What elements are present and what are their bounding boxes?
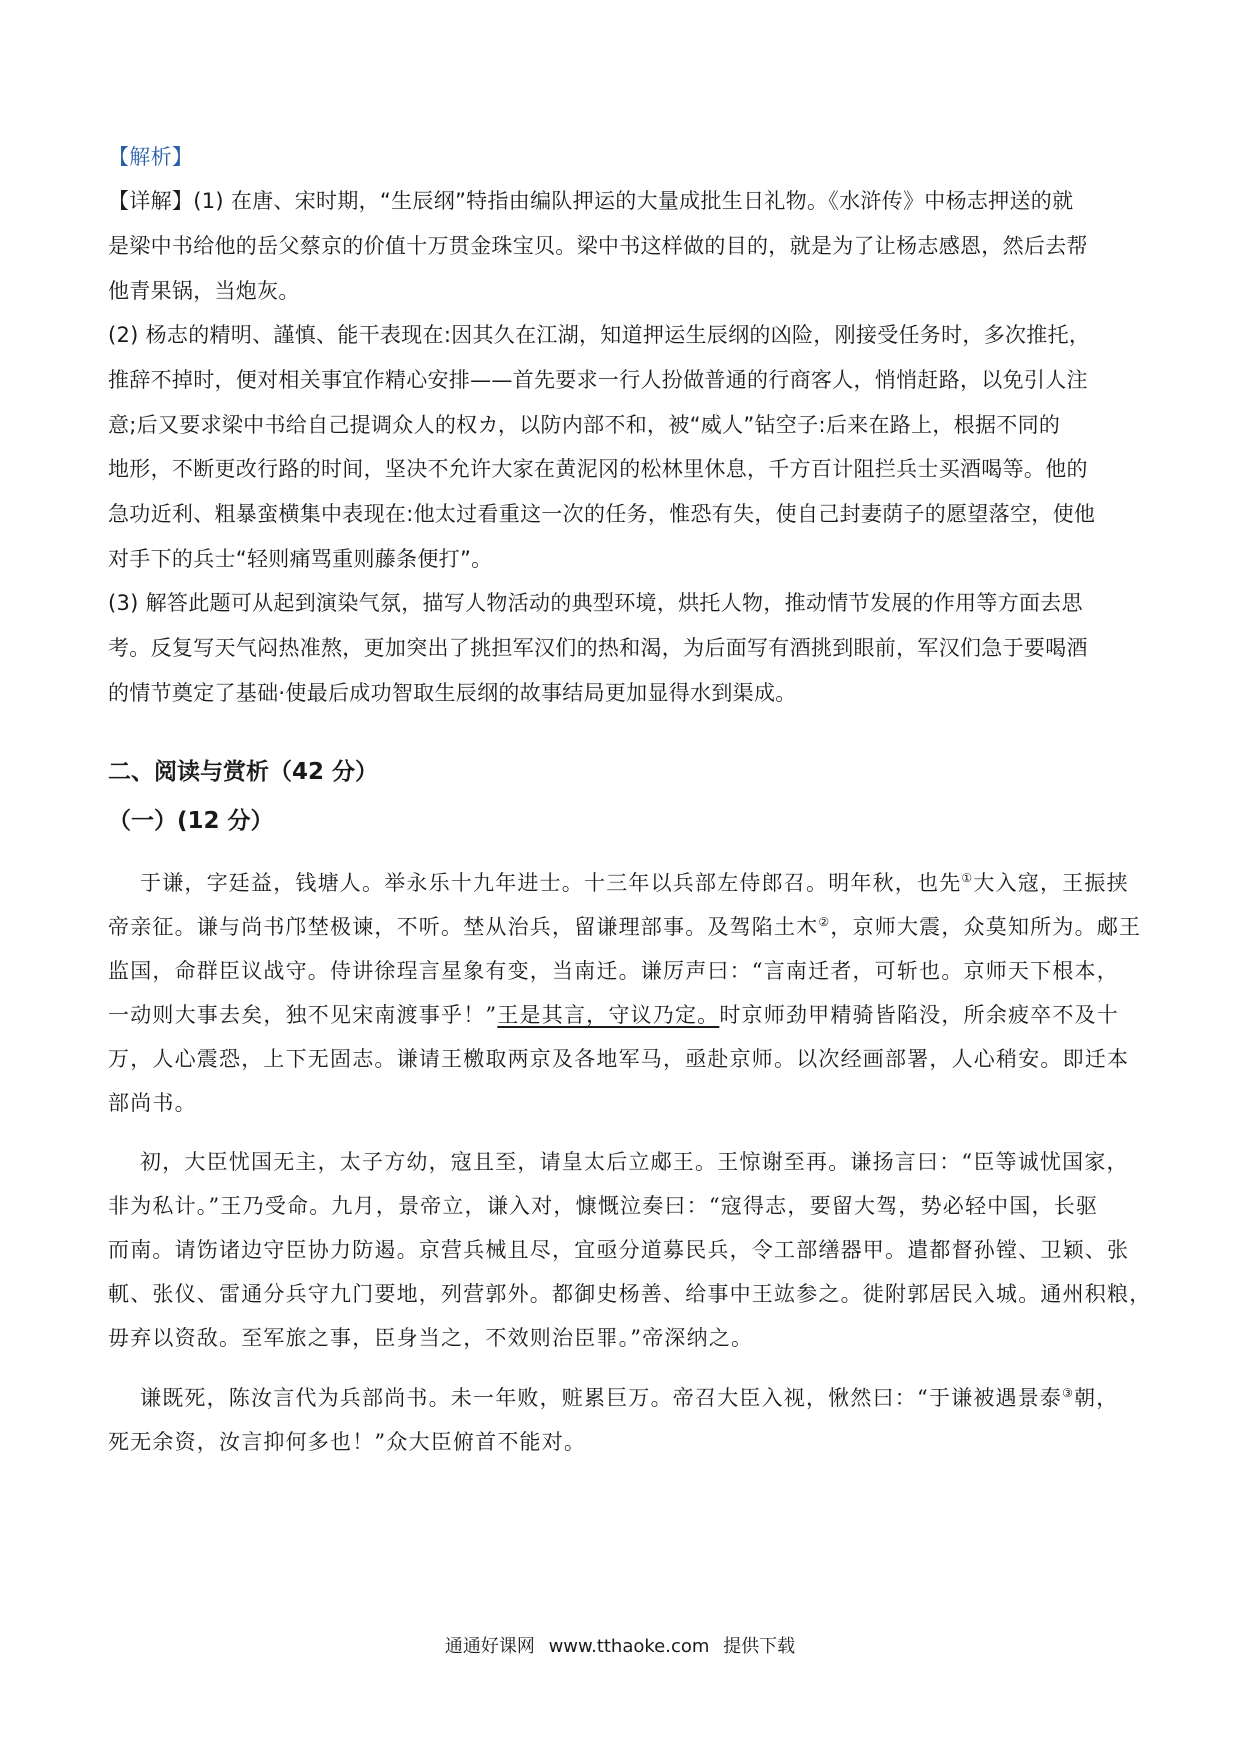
detail-line-2: 是梁中书给他的岳父蔡京的价值十万贯金珠宝贝。梁中书这样做的目的，就是为了让杨志感恩，然后去帮 [108,234,1088,258]
passage-p2-line-2: 非为私计。”王乃受命。九月，景帝立，谦入对，慷慨泣奏曰：“寇得志，要留大驾，势必轻中国，长驱 [108,1194,1099,1218]
footnote-marker-2: ② [818,915,831,929]
detail-line-3: 他青果锅，当炮灰。 [108,279,300,303]
underlined-sentence: 王是其言，守议乃定。 [497,1003,720,1027]
passage-p2-line-1: 初，大臣忧国无主，太子方幼，寇且至，请皇太后立郕王。王惊谢至再。谦扬言曰：“臣等诚忧国家， [140,1150,1129,1174]
detail-line-4: (2) 杨志的精明、謹慎、能干表现在:因其久在江湖，知道押运生辰纲的凶险，刚接受任务时，多次推托， [108,323,1091,347]
footnote-marker-3: ③ [1062,1386,1075,1400]
detail-line-10: (3) 解答此题可从起到演染气氛，描写人物活动的典型环境，烘托人物，推动情节发展的作用等方面去思 [108,591,1083,615]
detail-line-7: 地形，不断更改行路的时间，坚决不允许大家在黄泥冈的松林里休息，千方百计阻拦兵士买酒喝等。他的 [108,457,1088,481]
passage-p2-line-3: 而南。请饬诸边守臣协力防遏。京营兵械且尽，宜亟分道募民兵，令工部缮器甲。遣都督孙镗、卫颖、张 [108,1238,1130,1262]
footer-url[interactable]: www.tthaoke.com [548,1636,710,1657]
detail-line-9: 对手下的兵士“轻则痛骂重则藤条便打”。 [108,547,493,571]
passage-p1-line-5: 万，人心震恐，上下无固志。谦请王檄取两京及各地军马，亟赴京师。以次经画部署，人心稍安。即迁本 [108,1047,1130,1071]
analysis-label: 【解析】 [108,145,194,169]
detail-label: 【详解】 [108,189,194,213]
page-footer [0,1632,1240,1658]
passage-p3-line-1: 谦既死，陈汝言代为兵部尚书。未一年败，赃累巨万。帝召大臣入视，愀然曰：“于谦被遇景泰③朝， [140,1386,1119,1410]
passage-p3-line-2: 死无余资，汝言抑何多也！”众大臣俯首不能对。 [108,1430,587,1454]
detail-line-8: 急功近利、粗暴蛮横集中表现在:他太过看重这一次的任务，惟恐有失，使自己封妻荫子的愿望落空，使他 [108,502,1096,526]
detail-line-5: 推辞不掉时，便对相关事宜作精心安排——首先要求一行人扮做普通的行商客人，悄悄赶路，以免引人注 [108,368,1088,392]
passage-p1-line-4: 一动则大事去矣，独不见宋南渡事乎！”王是其言，守议乃定。时京师劲甲精骑皆陷没，所余疲卒不及十 [108,1003,1119,1027]
section-heading: 二、阅读与赏析（42 分） [108,759,379,785]
detail-line-11: 考。反复写天气闷热准熬，更加突出了挑担军汉们的热和渴，为后面写有酒挑到眼前，军汉们急于要喝酒 [108,636,1088,660]
sub-heading: （一）(12 分） [108,808,274,834]
footer-suffix: 提供下载 [723,1636,796,1657]
passage-p1-line-6: 部尚书。 [108,1091,197,1115]
detail-line-12: 的情节奠定了基础·使最后成功智取生辰纲的故事结局更加显得水到渠成。 [108,681,797,705]
passage-p1-line-3: 监国，命群臣议战守。侍讲徐珵言星象有变，当南迁。谦厉声曰：“言南迁者，可斩也。京师天下根本， [108,959,1119,983]
passage-p1-line-1: 于谦，字廷益，钱塘人。举永乐十九年进士。十三年以兵部左侍郎召。明年秋，也先①大入寇，王振挟 [140,871,1129,895]
footer-site-name: 通通好课网 [444,1636,535,1657]
passage-p1-line-2: 帝亲征。谦与尚书邝埜极谏，不听。埜从治兵，留谦理部事。及驾陷土木②，京师大震，众莫知所为。郕王 [108,915,1142,939]
detail-line-6: 意;后又要求梁中书给自己提调众人的权カ，以防内部不和，被“威人”钻空子:后来在路上，根据不同的 [108,413,1061,437]
detail-line-1: 【详解】(1) 在唐、宋时期，“生辰纲”特指由编队押运的大量成批生日礼物。《水浒传》中杨志押送的就 [108,189,1074,213]
footnote-marker-1: ① [961,871,974,885]
passage-p2-line-4: 軏、张仪、雷通分兵守九门要地，列营郭外。都御史杨善、给事中王竑参之。徙附郭居民入城。通州积粮， [108,1282,1152,1306]
passage-p2-line-5: 毋弃以资敌。至军旅之事，臣身当之，不效则治臣罪。”帝深纳之。 [108,1326,754,1350]
